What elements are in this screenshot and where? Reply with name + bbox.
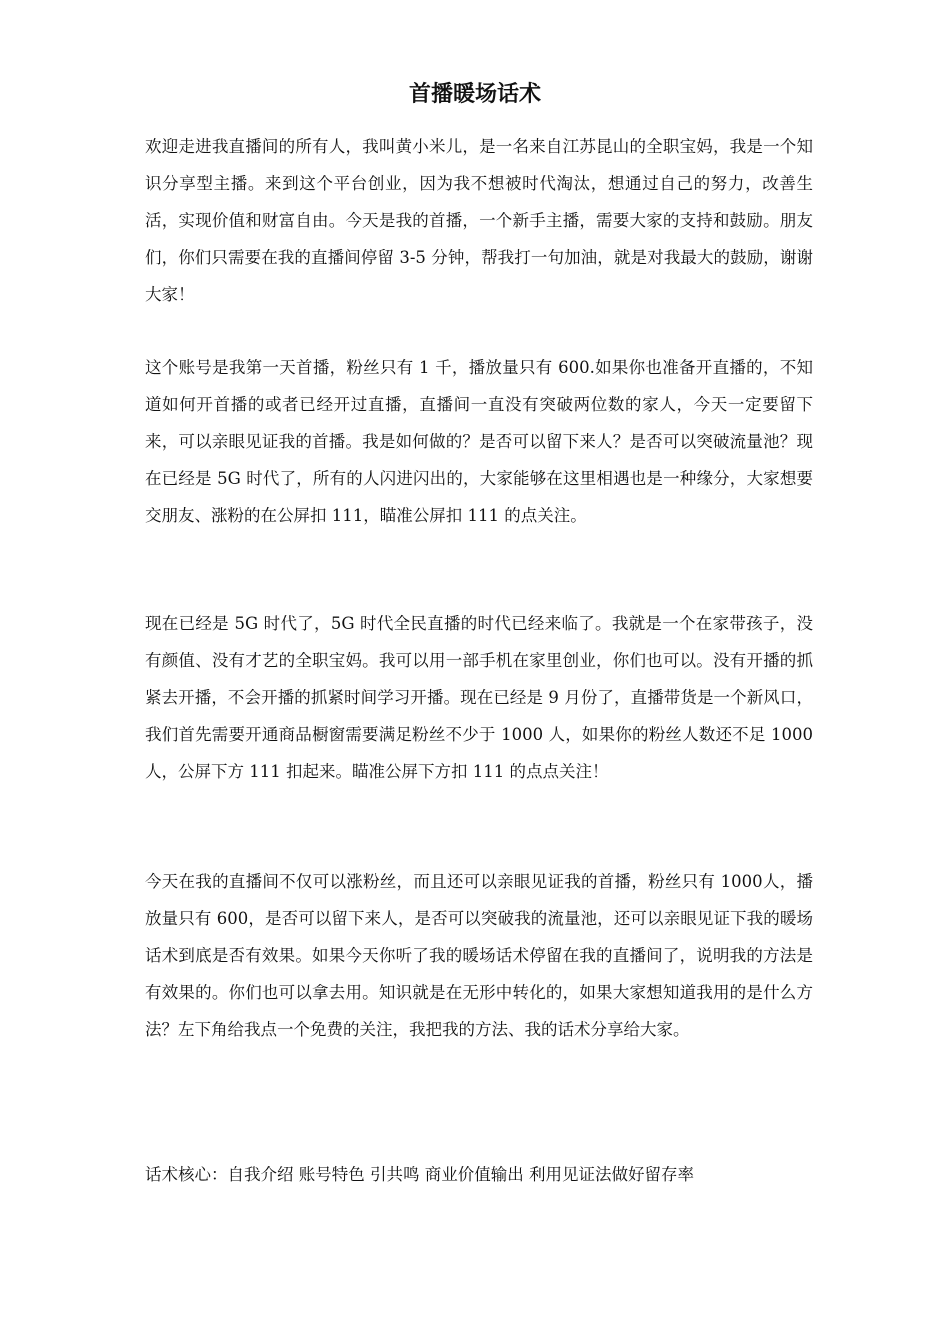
paragraph-5g-era: 现在已经是 5G 时代了，5G 时代全民直播的时代已经来临了。我就是一个在家带孩子，没有颜值、没有才艺的全职宝妈。我可以用一部手机在家里创业，你们也可以。没有开播的抓紧去开播，不会开播的抓紧时间学习开播。现在已经是 9 月份了，直播带货是一个新风口，我们首先需要开通商品橱窗需要满足粉丝不少于 1000 人，如果你的粉丝人数还不足 1000 人，公屏下方 111 扣起来。瞄准公屏下方扣 111 的点点关注！ — [145, 614, 813, 781]
core-summary: 话术核心：自我介绍 账号特色 引共鸣 商业价值输出 利用见证法做好留存率 — [145, 1165, 694, 1184]
paragraph-witness: 今天在我的直播间不仅可以涨粉丝，而且还可以亲眼见证我的首播，粉丝只有 1000人，播放量只有 600，是否可以留下来人，是否可以突破我的流量池，还可以亲眼见证下我的暖场话术到底是否有效果。如果今天你听了我的暖场话术停留在我的直播间了，说明我的方法是有效果的。你们也可以拿去用。知识就是在无形中转化的，如果大家想知道我用的是什么方法？左下角给我点一个免费的关注，我把我的方法、我的话术分享给大家。 — [145, 872, 813, 1039]
document-title: 首播暖场话术 — [408, 82, 541, 107]
paragraph-account-status: 这个账号是我第一天首播，粉丝只有 1 千，播放量只有 600.如果你也准备开直播的，不知道如何开首播的或者已经开过直播，直播间一直没有突破两位数的家人，今天一定要留下来，可以亲眼见证我的首播。我是如何做的？是否可以留下来人？是否可以突破流量池？现在已经是 5G 时代了，所有的人闪进闪出的，大家能够在这里相遇也是一种缘分，大家想要交朋友、涨粉的在公屏扣 111，瞄准公屏扣 111 的点关注。 — [145, 358, 813, 525]
paragraph-introduction: 欢迎走进我直播间的所有人，我叫黄小米儿，是一名来自江苏昆山的全职宝妈，我是一个知识分享型主播。来到这个平台创业，因为我不想被时代淘汰，想通过自己的努力，改善生活，实现价值和财富自由。今天是我的首播，一个新手主播，需要大家的支持和鼓励。朋友们，你们只需要在我的直播间停留 3-5 分钟，帮我打一句加油，就是对我最大的鼓励，谢谢大家！ — [145, 137, 813, 304]
